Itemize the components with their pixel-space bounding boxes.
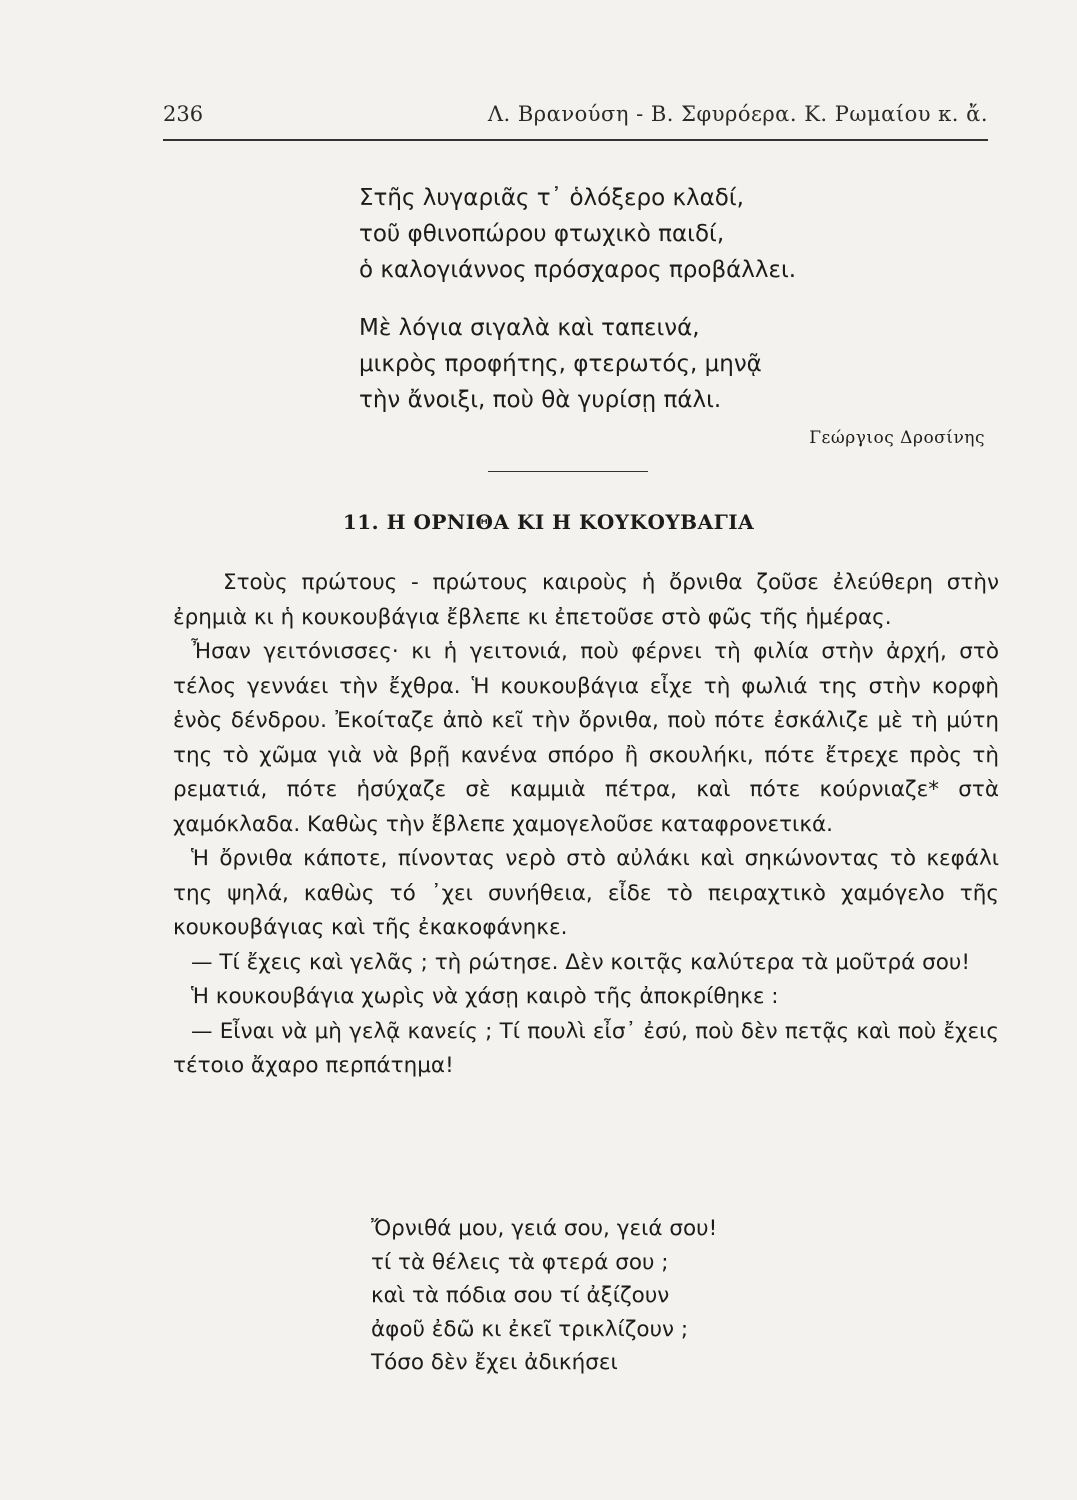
poem-author: Γεώργιος Δροσίνης bbox=[809, 428, 985, 448]
paragraph: Ἡ κουκουβάγια χωρὶς νὰ χάσῃ καιρὸ τῆς ἀποκρίθηκε : bbox=[191, 984, 779, 1009]
poem-stanza-2 bbox=[359, 310, 762, 418]
verse-line: Ὄρνιθά μου, γειά σου, γειά σου! bbox=[371, 1216, 718, 1241]
running-title: Λ. Βρανούση - Β. Σφυρόερα. Κ. Ρωμαίου κ. ἄ. bbox=[487, 102, 988, 126]
section-title: 11. Η ΟΡΝΙΘΑ ΚΙ Η ΚΟΥΚΟΥΒΑΓΙΑ bbox=[342, 510, 755, 534]
poem-line: μικρὸς προφήτης, φτερωτός, μηνᾷ bbox=[359, 351, 762, 377]
paragraph: — Τί ἔχεις καὶ γελᾶς ; τὴ ρώτησε. Δὲν κοιτᾷς καλύτερα τὰ μοῦτρά σου! bbox=[191, 949, 970, 975]
poem-line: Μὲ λόγια σιγαλὰ καὶ ταπεινά, bbox=[359, 315, 700, 341]
poem-line: ὁ καλογιάννος πρόσχαρος προβάλλει. bbox=[359, 257, 797, 283]
paragraph: Ἡ ὄρνιθα κάποτε, πίνοντας νερὸ στὸ αὐλάκι καὶ σηκώνοντας τὸ κεφάλι της ψηλά, καθὼς τό ᾽χει συνήθεια, εἶδε τὸ πειραχτικὸ χαμόγελο τῆς κουκουβάγιας καὶ τῆς ἐκακοφάνηκε. bbox=[173, 846, 999, 940]
section-divider bbox=[488, 471, 648, 472]
story-text bbox=[173, 566, 999, 1084]
verse-block bbox=[371, 1212, 717, 1380]
page-number: 236 bbox=[163, 102, 204, 126]
poem-line: Στῆς λυγαριᾶς τ᾽ ὁλόξερο κλαδί, bbox=[359, 185, 744, 211]
verse-line: ἀφοῦ ἐδῶ κι ἐκεῖ τρικλίζουν ; bbox=[371, 1316, 689, 1342]
verse-line: τί τὰ θέλεις τὰ φτερά σου ; bbox=[371, 1249, 669, 1275]
paragraph: — Εἶναι νὰ μὴ γελᾷ κανείς ; Τί πουλὶ εἶσ᾽ ἐσύ, ποὺ δὲν πετᾷς καὶ ποὺ ἔχεις τέτοιο ἄχαρο περπάτημα! bbox=[173, 1018, 999, 1078]
header-rule bbox=[163, 139, 988, 141]
verse-line: Τόσο δὲν ἔχει ἀδικήσει bbox=[371, 1350, 618, 1375]
poem-line: τὴν ἄνοιξι, ποὺ θὰ γυρίσῃ πάλι. bbox=[359, 387, 722, 413]
poem-line: τοῦ φθινοπώρου φτωχικὸ παιδί, bbox=[359, 221, 725, 247]
verse-line: καὶ τὰ πόδια σου τί ἀξίζουν bbox=[371, 1283, 670, 1308]
running-header bbox=[163, 100, 988, 136]
poem-stanza-1 bbox=[359, 180, 796, 288]
paragraph: Ἦσαν γειτόνισσες· κι ἡ γειτονιά, ποὺ φέρνει τὴ φιλία στὴν ἀρχή, στὸ τέλος γεννάει τὴν ἔχθρα. Ἡ κουκουβάγια εἶχε τὴ φωλιά της στὴν κορφὴ ἑνὸς δένδρου. Ἐκοίταζε ἀπὸ κεῖ τὴν ὄρνιθα, ποὺ πότε ἐσκάλιζε μὲ τὴ μύτη της τὸ χῶμα γιὰ νὰ βρῇ κανένα σπόρο ἢ σκουλήκι, πότε ἔτρεχε πρὸς τὴ ρεματιά, πότε ἡσύχαζε σὲ καμμιὰ πέτρα, καὶ πότε κούρνιαζε* στὰ χαμόκλαδα. Καθὼς τὴν ἔβλεπε χαμογελοῦσε καταφρονετικά. bbox=[173, 639, 999, 837]
paragraph: Στοὺς πρώτους - πρώτους καιροὺς ἡ ὄρνιθα ζοῦσε ἐλεύθερη στὴν ἐρημιὰ κι ἡ κουκουβάγια ἔβλεπε κι ἐπετοῦσε στὸ φῶς τῆς ἡμέρας. bbox=[173, 570, 999, 630]
